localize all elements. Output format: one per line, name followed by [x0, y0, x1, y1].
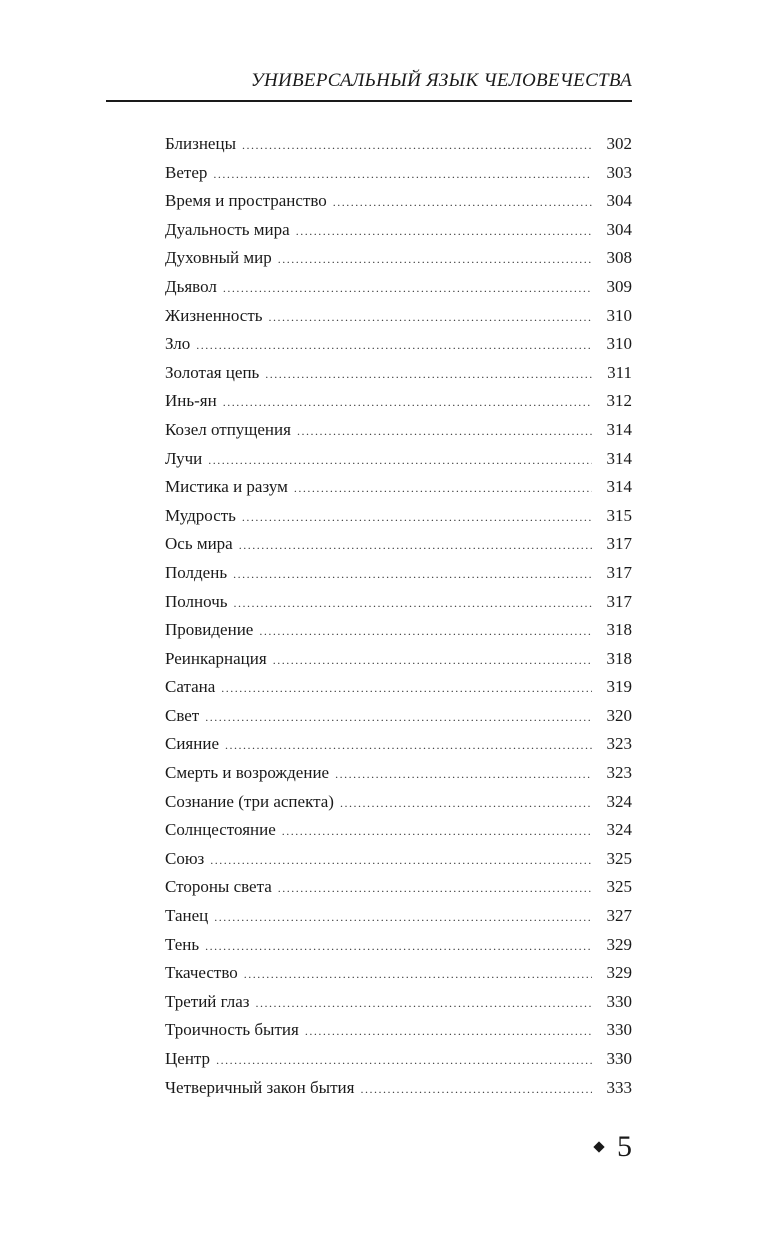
- toc-entry-page: 330: [606, 1049, 632, 1068]
- toc-entry-title: Смерть и возрождение: [165, 763, 330, 783]
- toc-entry-title: Лучи: [165, 448, 203, 468]
- toc-entry: [165, 559, 632, 588]
- dot-leader: [210, 846, 592, 875]
- toc-entry: [165, 988, 632, 1017]
- toc-entry-page: 302: [606, 134, 632, 153]
- toc-entry: [165, 588, 632, 617]
- toc-entry-page: 312: [606, 391, 632, 411]
- toc-entry-page: 330: [606, 1020, 632, 1040]
- dot-leader: [223, 388, 592, 417]
- toc-entry-title: Сияние: [165, 734, 219, 754]
- toc-entry-page: 304: [606, 219, 632, 239]
- toc-entry-title: Духовный мир: [165, 248, 272, 268]
- dot-leader: [213, 160, 592, 189]
- toc-entry-page: 314: [606, 477, 632, 497]
- dot-leader: [335, 760, 592, 789]
- dot-leader: [196, 331, 592, 360]
- toc-entry-page: 324: [606, 820, 632, 840]
- toc-entry: [165, 902, 632, 931]
- toc-entry-page: 317: [606, 534, 632, 554]
- page-folio: [595, 1132, 632, 1162]
- toc-entry-title: Дуальность мира: [165, 219, 290, 239]
- dot-leader: [256, 989, 592, 1018]
- dot-leader: [223, 274, 592, 303]
- toc-entry-page: 309: [606, 276, 632, 296]
- dot-leader: [294, 474, 592, 503]
- page-number: 5: [617, 1130, 632, 1163]
- toc-entry-page: 325: [606, 848, 632, 868]
- dot-leader: [233, 560, 592, 589]
- toc-entry-page: 323: [606, 734, 632, 754]
- toc-entry-page: 319: [606, 677, 632, 697]
- dot-leader: [278, 245, 592, 274]
- dot-leader: [221, 674, 592, 703]
- toc-entry: [165, 1016, 632, 1045]
- toc-entry-title: Ткачество: [165, 963, 238, 983]
- dot-leader: [340, 789, 592, 818]
- toc-entry-title: Полдень: [165, 562, 228, 582]
- toc-entry: [165, 759, 632, 788]
- dot-leader: [333, 188, 592, 217]
- toc-entry: [165, 702, 632, 731]
- toc-entry-page: 303: [606, 162, 632, 182]
- toc-entry-title: Свет: [165, 705, 200, 725]
- table-of-contents: [165, 130, 632, 1102]
- toc-entry-title: Ось мира: [165, 534, 233, 554]
- toc-entry-page: 327: [606, 906, 632, 926]
- toc-entry-title: Зло: [165, 334, 191, 354]
- toc-entry: [165, 387, 632, 416]
- toc-entry: [165, 616, 632, 645]
- toc-entry: [165, 416, 632, 445]
- toc-entry-title: Провидение: [165, 620, 254, 640]
- toc-entry: [165, 445, 632, 474]
- dot-leader: [234, 589, 593, 618]
- toc-entry-page: 304: [606, 191, 632, 211]
- toc-entry-title: Мистика и разум: [165, 477, 288, 497]
- toc-entry-title: Золотая цепь: [165, 362, 260, 382]
- toc-entry: [165, 816, 632, 845]
- toc-entry: [165, 673, 632, 702]
- toc-entry: [165, 788, 632, 817]
- dot-leader: [273, 646, 592, 675]
- dot-leader: [225, 731, 592, 760]
- dot-leader: [297, 417, 592, 446]
- toc-entry-title: Мудрость: [165, 505, 236, 525]
- toc-entry: [165, 1045, 632, 1074]
- toc-entry-page: 311: [607, 362, 632, 382]
- toc-entry-title: Инь-ян: [165, 391, 217, 411]
- toc-entry-title: Союз: [165, 848, 205, 868]
- dot-leader: [216, 1046, 592, 1075]
- toc-entry-page: 314: [606, 419, 632, 439]
- toc-entry: [165, 873, 632, 902]
- toc-entry-title: Четверичный закон бытия: [165, 1077, 355, 1097]
- dot-leader: [244, 960, 592, 989]
- toc-entry: [165, 931, 632, 960]
- toc-entry-page: 329: [606, 963, 632, 983]
- toc-entry: [165, 359, 632, 388]
- toc-entry-page: 317: [606, 591, 632, 611]
- toc-entry: [165, 530, 632, 559]
- dot-leader: [282, 817, 592, 846]
- toc-entry-title: Козел отпущения: [165, 419, 291, 439]
- toc-entry: [165, 473, 632, 502]
- dot-leader: [259, 617, 592, 646]
- toc-entry-title: Сознание (три аспекта): [165, 791, 334, 811]
- toc-entry-page: 315: [606, 505, 632, 525]
- dot-leader: [208, 446, 592, 475]
- dot-leader: [214, 903, 592, 932]
- toc-entry-page: 333: [606, 1077, 632, 1097]
- dot-leader: [242, 131, 592, 160]
- toc-entry-title: Жизненность: [165, 305, 263, 325]
- toc-entry: [165, 273, 632, 302]
- header-rule: [106, 100, 632, 102]
- running-head: УНИВЕРСАЛЬНЫЙ ЯЗЫК ЧЕЛОВЕЧЕСТВА: [250, 70, 632, 91]
- dot-leader: [239, 531, 592, 560]
- toc-entry-title: Сатана: [165, 677, 216, 697]
- toc-entry-page: 317: [606, 562, 632, 582]
- toc-entry: [165, 130, 632, 159]
- toc-entry-page: 330: [606, 991, 632, 1011]
- dot-leader: [360, 1075, 592, 1104]
- toc-entry: [165, 845, 632, 874]
- toc-entry-page: 314: [606, 448, 632, 468]
- toc-entry-title: Реинкарнация: [165, 648, 267, 668]
- toc-entry-title: Ветер: [165, 162, 208, 182]
- toc-entry-title: Полночь: [165, 591, 228, 611]
- toc-entry-page: 318: [606, 648, 632, 668]
- toc-entry: [165, 1074, 632, 1103]
- toc-entry: [165, 645, 632, 674]
- toc-entry: [165, 959, 632, 988]
- toc-entry-title: Центр: [165, 1049, 211, 1068]
- toc-entry-title: Солнцестояние: [165, 820, 276, 840]
- diamond-bullet-icon: [593, 1141, 604, 1152]
- toc-entry: [165, 730, 632, 759]
- dot-leader: [278, 874, 592, 903]
- dot-leader: [242, 503, 592, 532]
- toc-entry-title: Стороны света: [165, 877, 272, 897]
- dot-leader: [205, 703, 592, 732]
- toc-entry-title: Время и пространство: [165, 191, 327, 211]
- toc-entry-page: 320: [606, 705, 632, 725]
- toc-entry: [165, 502, 632, 531]
- toc-entry-title: Близнецы: [165, 134, 236, 153]
- toc-entry-title: Троичность бытия: [165, 1020, 299, 1040]
- toc-entry-title: Тень: [165, 934, 200, 954]
- toc-entry-page: 325: [606, 877, 632, 897]
- toc-entry: [165, 302, 632, 331]
- toc-entry: [165, 330, 632, 359]
- toc-entry-title: Дьявол: [165, 276, 217, 296]
- dot-leader: [205, 932, 592, 961]
- toc-entry-page: 310: [606, 305, 632, 325]
- toc-entry-page: 323: [606, 763, 632, 783]
- dot-leader: [296, 217, 592, 246]
- dot-leader: [265, 360, 592, 389]
- toc-entry: [165, 244, 632, 273]
- dot-leader: [305, 1017, 592, 1046]
- toc-entry-page: 324: [606, 791, 632, 811]
- toc-entry-page: 329: [606, 934, 632, 954]
- toc-entry: [165, 159, 632, 188]
- toc-entry-page: 308: [606, 248, 632, 268]
- toc-entry: [165, 216, 632, 245]
- toc-entry-page: 318: [606, 620, 632, 640]
- toc-entry: [165, 187, 632, 216]
- toc-entry-page: 310: [606, 334, 632, 354]
- dot-leader: [269, 303, 592, 332]
- toc-entry-title: Третий глаз: [165, 991, 250, 1011]
- toc-entry-title: Танец: [165, 906, 209, 926]
